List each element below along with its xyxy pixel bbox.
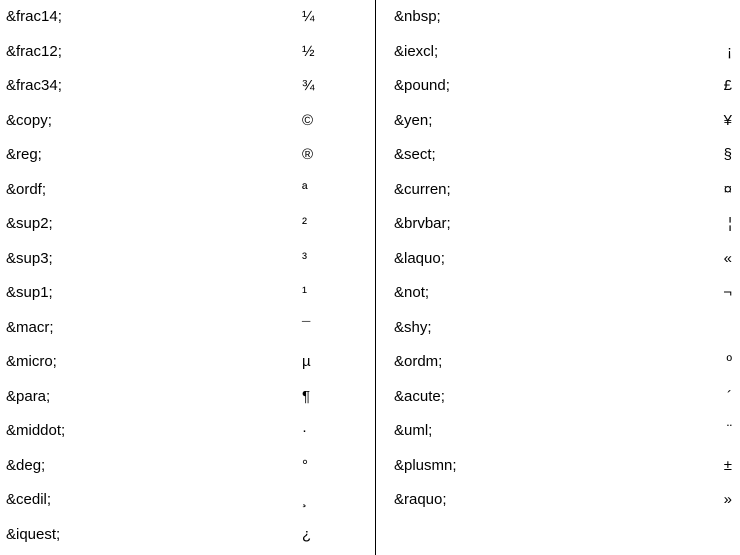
entity-glyph-right: ¡ bbox=[727, 42, 732, 60]
entity-code-right: &yen; bbox=[394, 111, 433, 129]
table-row bbox=[0, 104, 740, 139]
entity-glyph-right: ± bbox=[723, 456, 732, 474]
entity-code-right: &shy; bbox=[394, 318, 432, 336]
entity-code-left: &middot; bbox=[6, 422, 66, 439]
entity-code-left: &reg; bbox=[6, 146, 42, 163]
entity-glyph-right bbox=[644, 311, 740, 346]
entity-glyph-left: ¾ bbox=[302, 77, 315, 94]
table-row bbox=[0, 35, 740, 70]
entity-code-left: &para; bbox=[6, 387, 51, 405]
entity-glyph-left: ¿ bbox=[302, 525, 312, 543]
entity-glyph-right: » bbox=[723, 491, 732, 508]
entity-code-left: &frac12; bbox=[6, 42, 62, 60]
entity-glyph-left: ² bbox=[302, 215, 307, 232]
table-row bbox=[0, 345, 740, 380]
table-row bbox=[0, 276, 740, 311]
entity-code-right: &pound; bbox=[394, 77, 450, 94]
entity-glyph-left: ³ bbox=[302, 249, 307, 267]
entity-code-right: &acute; bbox=[394, 387, 445, 405]
entity-code-right: &laquo; bbox=[394, 249, 445, 267]
entity-code-left: &cedil; bbox=[6, 491, 52, 508]
entity-glyph-left: ® bbox=[302, 146, 314, 163]
entity-glyph-right: « bbox=[723, 249, 732, 267]
entity-code-left: &macr; bbox=[6, 318, 54, 336]
entity-code-left: &frac34; bbox=[6, 77, 62, 94]
entity-code-left: &sup1; bbox=[6, 284, 53, 301]
entity-glyph-right: ¤ bbox=[723, 180, 732, 198]
entity-glyph-right: £ bbox=[723, 77, 732, 94]
entity-glyph-left: ½ bbox=[302, 42, 315, 60]
table-row bbox=[0, 0, 740, 35]
entity-glyph-left: ª bbox=[302, 180, 308, 198]
table-row bbox=[0, 311, 740, 346]
entity-code-right: &uml; bbox=[394, 422, 433, 439]
table-row bbox=[0, 380, 740, 415]
table-row bbox=[0, 449, 740, 484]
entity-code-right: &curren; bbox=[394, 180, 451, 198]
entity-code-right: &iexcl; bbox=[394, 42, 439, 60]
column-divider bbox=[375, 0, 376, 555]
entity-code-right: &plusmn; bbox=[394, 456, 457, 474]
entity-glyph-left: ° bbox=[302, 456, 308, 474]
entity-glyph-left: ¸ bbox=[302, 491, 307, 508]
entity-glyph-right: ´ bbox=[727, 387, 732, 405]
entity-glyph-left: ¼ bbox=[302, 8, 315, 25]
entity-code-left: &copy; bbox=[6, 111, 52, 129]
entity-code-left: &iquest; bbox=[6, 525, 61, 543]
entity-glyph-right: º bbox=[726, 353, 732, 370]
entity-glyph-left: · bbox=[302, 422, 307, 439]
entity-code-left: &sup2; bbox=[6, 215, 53, 232]
entity-code-right: &not; bbox=[394, 284, 430, 301]
entity-code-left: &deg; bbox=[6, 456, 46, 474]
entity-glyph-left: ¶ bbox=[302, 387, 311, 405]
entity-glyph-left: ¯ bbox=[302, 318, 311, 336]
entity-code-left: &frac14; bbox=[6, 8, 62, 25]
table-row bbox=[0, 69, 740, 104]
entity-code-right: &brvbar; bbox=[394, 215, 451, 232]
table-row bbox=[0, 414, 740, 449]
entity-code-right: &nbsp; bbox=[394, 8, 441, 25]
entity-code-right: &ordm; bbox=[394, 353, 443, 370]
entity-glyph-left: © bbox=[302, 111, 314, 129]
table-row bbox=[0, 138, 740, 173]
entity-glyph-right: § bbox=[723, 146, 732, 163]
table-row bbox=[0, 242, 740, 277]
entity-code-left: &sup3; bbox=[6, 249, 53, 267]
table-row bbox=[0, 173, 740, 208]
entity-code-right bbox=[386, 518, 644, 553]
entity-glyph-right: ¥ bbox=[723, 111, 732, 129]
entity-glyph-right: ¨ bbox=[727, 422, 732, 439]
table-row bbox=[0, 207, 740, 242]
entity-code-right: &sect; bbox=[394, 146, 436, 163]
entity-glyph-right: ¬ bbox=[723, 284, 732, 301]
entity-glyph-right bbox=[644, 518, 740, 553]
entity-glyph-left: µ bbox=[302, 353, 311, 370]
entity-code-left: &ordf; bbox=[6, 180, 47, 198]
entity-glyph-right bbox=[644, 0, 740, 35]
entity-glyph-right: ¦ bbox=[728, 215, 732, 232]
entity-glyph-left: ¹ bbox=[302, 284, 307, 301]
entity-code-right: &raquo; bbox=[394, 491, 447, 508]
entity-code-left: &micro; bbox=[6, 353, 57, 370]
table-row bbox=[0, 483, 740, 518]
table-row bbox=[0, 518, 740, 553]
